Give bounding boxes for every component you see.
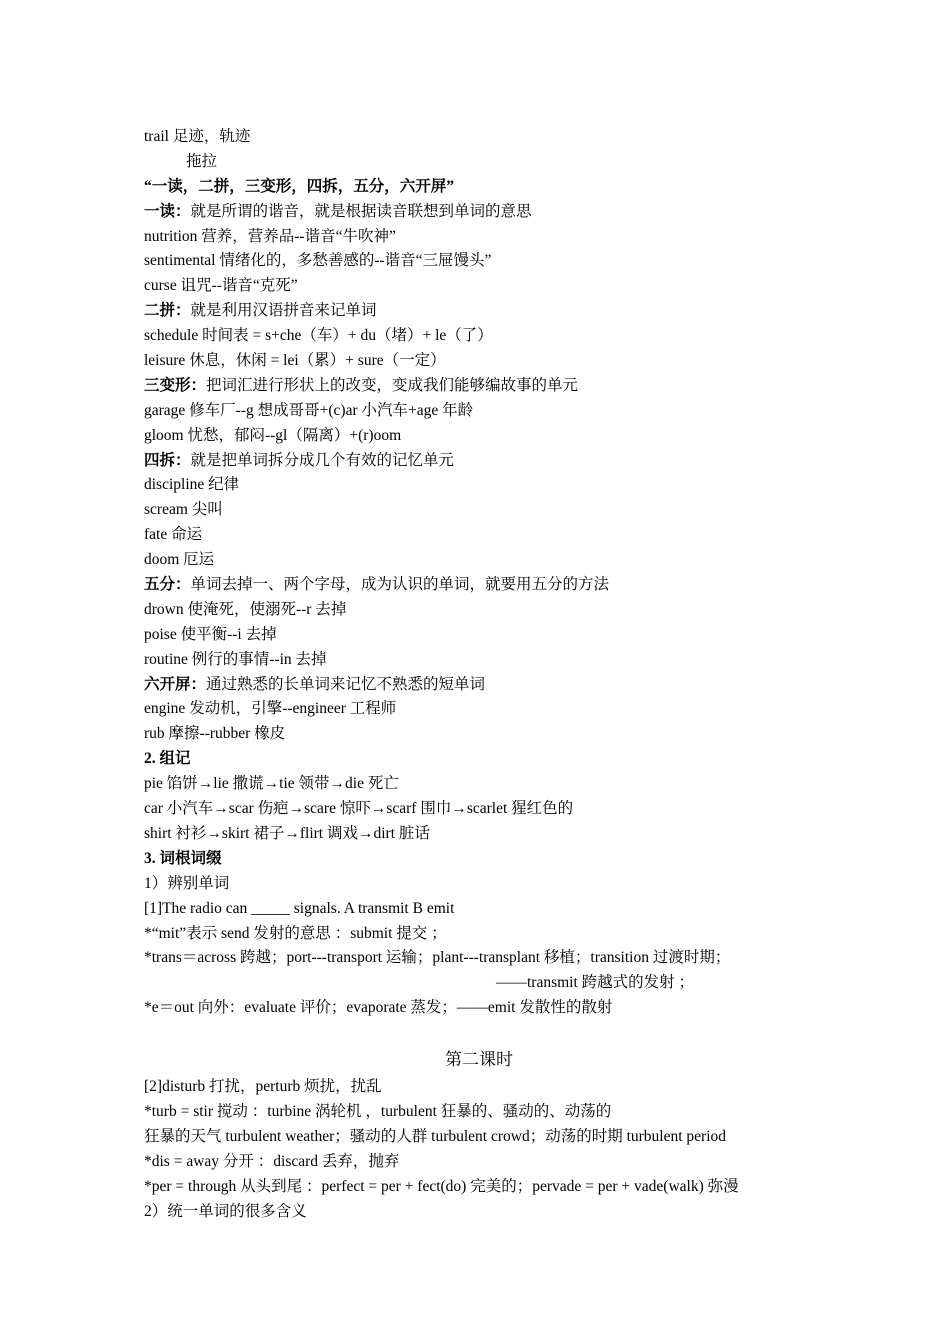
text-line [144, 523, 814, 548]
line-text: scream 尖叫 [144, 501, 223, 519]
text-line [144, 573, 814, 598]
text-line [144, 225, 814, 250]
line-text: rub 摩擦--rubber 橡皮 [144, 725, 286, 743]
text-line [144, 548, 814, 573]
text-line [144, 449, 814, 474]
line-text: *turb = stir 搅动 ：turbine 涡轮机 ，turbulent 狂暴的、骚动的、动荡的 [144, 1102, 612, 1120]
line-text: engine 发动机，引擎--engineer 工程师 [144, 700, 397, 718]
line-text: routine 例行的事情--in 去掉 [144, 650, 327, 668]
text-line [144, 598, 814, 623]
document-content [144, 125, 814, 1224]
text-line [144, 1200, 814, 1225]
text-line [144, 697, 814, 722]
line-text: gloom 忧愁，郁闷--gl（隔离）+(r)oom [144, 426, 402, 444]
text-line [144, 125, 814, 150]
lesson-one-notes [144, 125, 814, 1021]
method-heading: 二拼： [144, 302, 191, 320]
text-line [144, 1175, 814, 1200]
text-line [144, 1100, 814, 1125]
text-line [144, 623, 814, 648]
method-heading: 六开屏： [144, 675, 207, 693]
text-line [144, 797, 814, 822]
method-heading: 五分： [144, 576, 191, 594]
text-line [144, 374, 814, 399]
line-text: trail 足迹，轨迹 [144, 128, 251, 145]
text-line [144, 498, 814, 523]
line-text: *e＝out 向外：evaluate 评价；evaporate 蒸发；——emit 发散性的散射 [144, 999, 613, 1017]
method-heading: 三变形： [144, 376, 207, 394]
line-text: schedule 时间表 = s+che（车）+ du（堵）+ le（了） [144, 327, 493, 345]
text-line [144, 175, 814, 200]
method-heading: 四拆： [144, 451, 191, 469]
text-line [144, 1150, 814, 1175]
text-line [144, 249, 814, 274]
text-line [144, 971, 814, 996]
line-text: fate 命运 [144, 526, 203, 544]
line-text: ——transmit 跨越式的发射 ； [496, 974, 695, 992]
line-text: *“mit”表示 send 发射的意思 ：submit 提交 ； [144, 924, 447, 942]
line-text: car 小汽车→scar 伤疤→scare 惊吓→scarf 围巾→scarlet 猩红色的 [144, 800, 574, 818]
section-gap [144, 1021, 814, 1045]
line-text: leisure 休息，休闲 = lei（累）+ sure（一定） [144, 352, 446, 370]
section-title: 第二课时 [445, 1050, 513, 1070]
text-line [144, 324, 814, 349]
text-line [144, 274, 814, 299]
line-text: 2）统一单词的很多含义 [144, 1202, 307, 1220]
line-text: *dis = away 分开 ：discard 丢弃，抛弃 [144, 1152, 400, 1170]
line-text: 3. 词根词缀 [144, 849, 222, 867]
text-line [144, 996, 814, 1021]
line-text: [1]The radio can _____ signals. A transmit B emit [144, 899, 455, 917]
text-line [144, 872, 814, 897]
line-text: 就是所谓的谐音，就是根据读音联想到单词的意思 [190, 202, 532, 220]
text-line [144, 200, 814, 225]
method-heading: 一读： [144, 202, 191, 220]
text-line [144, 772, 814, 797]
text-line [144, 922, 814, 947]
text-line [144, 299, 814, 324]
line-text: drown 使淹死，使溺死--r 去掉 [144, 600, 347, 618]
text-line [144, 822, 814, 847]
text-line [144, 473, 814, 498]
text-line [144, 897, 814, 922]
text-line [144, 1075, 814, 1100]
text-line [144, 847, 814, 872]
text-line [144, 1125, 814, 1150]
line-text: 就是利用汉语拼音来记单词 [190, 302, 377, 320]
text-line [144, 722, 814, 747]
line-text: curse 诅咒--谐音“克死” [144, 277, 298, 295]
text-line [144, 673, 814, 698]
line-text: garage 修车厂--g 想成哥哥+(c)ar 小汽车+age 年龄 [144, 401, 474, 419]
line-text: doom 厄运 [144, 551, 215, 569]
line-text: *trans＝across 跨越；port---transport 运输；plant---transplant 移植；transition 过渡时期； [144, 949, 731, 967]
line-text: 通过熟悉的长单词来记忆不熟悉的短单词 [206, 675, 486, 693]
text-line [144, 424, 814, 449]
line-text: sentimental 情绪化的，多愁善感的--谐音“三屉馒头” [144, 252, 492, 270]
line-text: poise 使平衡--i 去掉 [144, 625, 277, 643]
line-text: discipline 纪律 [144, 476, 240, 494]
line-text: 1）辨别单词 [144, 874, 230, 892]
line-text: 就是把单词拆分成几个有效的记忆单元 [190, 451, 455, 469]
text-line [144, 747, 814, 772]
line-text: 把词汇进行形状上的改变，变成我们能够编故事的单元 [206, 376, 579, 394]
line-text: “一读，二拼，三变形，四拆，五分，六开屏” [144, 177, 455, 195]
line-text: 拖拉 [186, 152, 218, 170]
line-text: [2]disturb 打扰，perturb 烦扰，扰乱 [144, 1078, 382, 1096]
line-text: pie 馅饼→lie 撒谎→tie 领带→die 死亡 [144, 775, 399, 793]
text-line [144, 946, 814, 971]
line-text: 狂暴的天气 turbulent weather；骚动的人群 turbulent crowd；动荡的时期 turbulent period [144, 1127, 727, 1145]
line-text: shirt 衬衫→skirt 裙子→flirt 调戏→dirt 脏话 [144, 824, 430, 842]
text-line [144, 349, 814, 374]
line-text: nutrition 营养，营养品--谐音“牛吹神” [144, 227, 396, 245]
line-text: 单词去掉一、两个字母，成为认识的单词，就要用五分的方法 [190, 576, 610, 594]
line-text: 2. 组记 [144, 750, 191, 768]
lesson-two-notes [144, 1075, 814, 1224]
text-line [144, 399, 814, 424]
line-text: *per = through 从头到尾 ：perfect = per + fect(do) 完美的；pervade = per + vade(walk) 弥漫 [144, 1177, 739, 1195]
text-line [144, 648, 814, 673]
text-line [144, 150, 814, 175]
